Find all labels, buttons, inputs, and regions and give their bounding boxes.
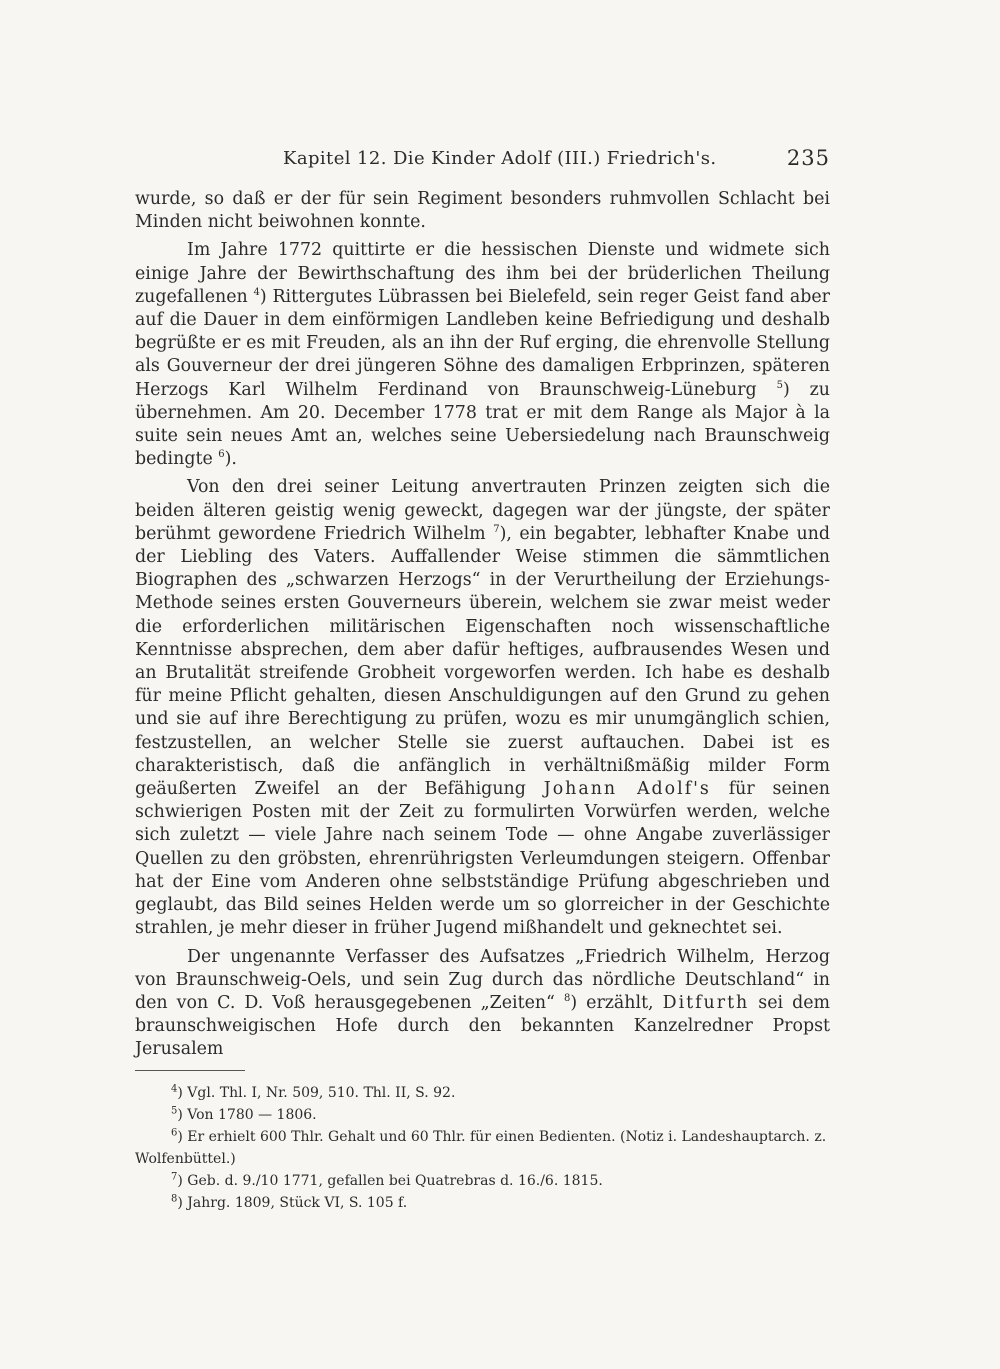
footnote-text: ) Er erhielt 600 Thlr. Gehalt und 60 Thlr. für einen Bedienten. (Notiz i. Landeshauptarch. z. Wolfenbüttel.) bbox=[135, 1129, 827, 1167]
footnote-text: ) Vgl. Thl. I, Nr. 509, 510. Thl. II, S. 92. bbox=[177, 1085, 456, 1101]
paragraph-3-text-c: für seinen schwierigen Posten mit der Zeit zu formulirten Vorwürfen werden, welche sich zuletzt — viele Jahre nach seinem Tode — ohne Angabe zuverlässiger Quellen zu den gröbsten, ehrenrührigsten Verleumdungen steigern. Offenbar hat der Eine vom Anderen ohne selbstständige Prüfung abgeschrieben und geglaubt, das Bild seines Helden werde um so glorreicher in der Geschichte strahlen, je mehr dieser in früher Jugend mißhandelt und geknechtet sei. bbox=[135, 779, 830, 939]
footnote-8 bbox=[135, 1192, 830, 1214]
paragraph-3 bbox=[135, 476, 830, 940]
footnote-mark: 7 bbox=[171, 1171, 178, 1183]
footnote-ref-6[interactable]: 6 bbox=[218, 449, 225, 461]
running-title: Kapitel 12. Die Kinder Adolf (III.) Friedrich's. bbox=[283, 148, 717, 169]
paragraph-1 bbox=[135, 188, 830, 234]
paragraph-2-text-a: Im Jahre 1772 quittirte er die hessischen Dienste und widmete sich einige Jahre der Bewirthschaftung des ihm bei der brüderlichen Theilung zugefallenen bbox=[135, 240, 830, 307]
paragraph-2-text-c: zu übernehmen. Am 20. December 1778 trat er mit dem Range als Major à la suite sein neues Amt an, welches seine Uebersiedelung nach Braunschweig bedingte bbox=[135, 379, 830, 470]
footnote-ref-7[interactable]: 7 bbox=[493, 524, 500, 536]
paragraph-4 bbox=[135, 946, 830, 1062]
footnotes bbox=[135, 1082, 830, 1214]
footnote-mark: 8 bbox=[171, 1193, 178, 1205]
footnote-mark: 5 bbox=[171, 1105, 178, 1117]
footnote-6 bbox=[135, 1126, 830, 1170]
paragraph-2: Im Jahre 1772 quittirte er die hessischen Dienste und widmete sich einige Jahre der Bewirthschaftung des ihm bei der brüderlichen Theilung zugefallenen $^4$) Rittergutes Lübrassen bei Bielefeld, sein reger Geist fand aber auf die Dauer in dem einförmigen Landleben keine Befriedigung und deshalb begrüßte er es mit Freuden, als an ihn der Ruf erging, die ehrenvolle Stellung als Gouverneur der drei jüngeren Söhne des damaligen Erbprinzen, späteren Herzogs Karl Wilhelm Ferdinand von Braunschweig-Lüneburg $^5$) zu übernehmen. Am 20. December 1778 trat er mit dem Range als Major à la suite sein neues Amt an, welches seine Uebersiedelung nach Braunschweig bedingte $^6$). bbox=[135, 240, 830, 470]
footnote-mark: 6 bbox=[171, 1127, 178, 1139]
page-number: 235 bbox=[786, 146, 830, 170]
paragraph-4-text-c: sei dem braunschweigischen Hofe durch den bekannten Kanzelredner Propst Jerusalem bbox=[135, 992, 831, 1060]
spaced-name-johann-adolf: Johann Adolf's bbox=[543, 779, 711, 800]
footnote-4 bbox=[135, 1082, 830, 1104]
footnote-7 bbox=[135, 1170, 830, 1192]
paragraph-3-text-b: ), ein begabter, lebhafter Knabe und der Liebling des Vaters. Auffallender Weise stimmen die sämmtlichen Biographen des „schwarzen Herzogs“ in der Verurtheilung der Erziehungs-Methode seines ersten Gouverneurs überein, welchem sie zwar meist weder die erforderlichen militärischen Eigenschaften noch wissenschaftliche Kenntnisse absprechen, dem aber dafür heftiges, aufbrausendes Wesen und an Brutalität streifende Grobheit vorgeworfen werden. Ich habe es deshalb für meine Pflicht gehalten, diesen Anschuldigungen auf den Grund zu gehen und sie auf ihre Berechtigung zu prüfen, wozu es mir unumgänglich schien, festzustellen, an welcher Stelle sie zuerst auftauchen. Dabei ist es charakteristisch, daß die anfänglich in verhältnißmäßig milder Form geäußerten Zweifel an der Befähigung bbox=[135, 523, 830, 800]
spaced-name-ditfurth: Ditfurth bbox=[662, 992, 750, 1013]
paragraph-2-text-d: ). bbox=[224, 449, 237, 470]
footnote-ref-8[interactable]: 8 bbox=[563, 993, 571, 1005]
footnote-text: ) Geb. d. 9./10 1771, gefallen bei Quatrebras d. 16./6. 1815. bbox=[177, 1173, 603, 1189]
footnote-ref-4[interactable]: 4 bbox=[253, 287, 260, 299]
paragraph-1-text: wurde, so daß er der für sein Regiment besonders ruhmvollen Schlacht bei Minden nicht beiwohnen konnte. bbox=[135, 189, 830, 233]
body-text bbox=[135, 188, 830, 1067]
footnote-ref-5[interactable]: 5 bbox=[776, 379, 783, 391]
paragraph-3-text-a: Von den drei seiner Leitung anvertrauten Prinzen zeigten sich die beiden älteren geistig wenig geweckt, dagegen war der jüngste, der später berühmt gewordene Friedrich Wilhelm bbox=[135, 477, 830, 544]
footnote-text: ) Von 1780 — 1806. bbox=[177, 1107, 317, 1123]
running-head bbox=[135, 146, 830, 174]
footnote-5 bbox=[135, 1104, 830, 1126]
footnote-mark: 4 bbox=[171, 1083, 178, 1095]
paragraph-4-text-b: ) erzählt, bbox=[570, 992, 654, 1013]
paragraph-4-text-a: Der ungenannte Verfasser des Aufsatzes „Friedrich Wilhelm, Herzog von Braunschweig-Oels, und sein Zug durch das nördliche Deutschland“ in den von C. D. Voß herausgegebenen „Zeiten“ bbox=[135, 946, 830, 1013]
footnote-text: ) Jahrg. 1809, Stück VI, S. 105 f. bbox=[177, 1195, 408, 1211]
paragraph-2-text-b: Rittergutes Lübrassen bei Bielefeld, sein reger Geist fand aber auf die Dauer in dem einförmigen Landleben keine Befriedigung und deshalb begrüßte er es mit Freuden, als an ihn der Ruf erging, die ehrenvolle Stellung als Gouverneur der drei jüngeren Söhne des damaligen Erbprinzen, späteren Herzogs Karl Wilhelm Ferdinand von Braunschweig-Lüneburg bbox=[135, 286, 830, 400]
footnote-divider bbox=[135, 1070, 245, 1071]
